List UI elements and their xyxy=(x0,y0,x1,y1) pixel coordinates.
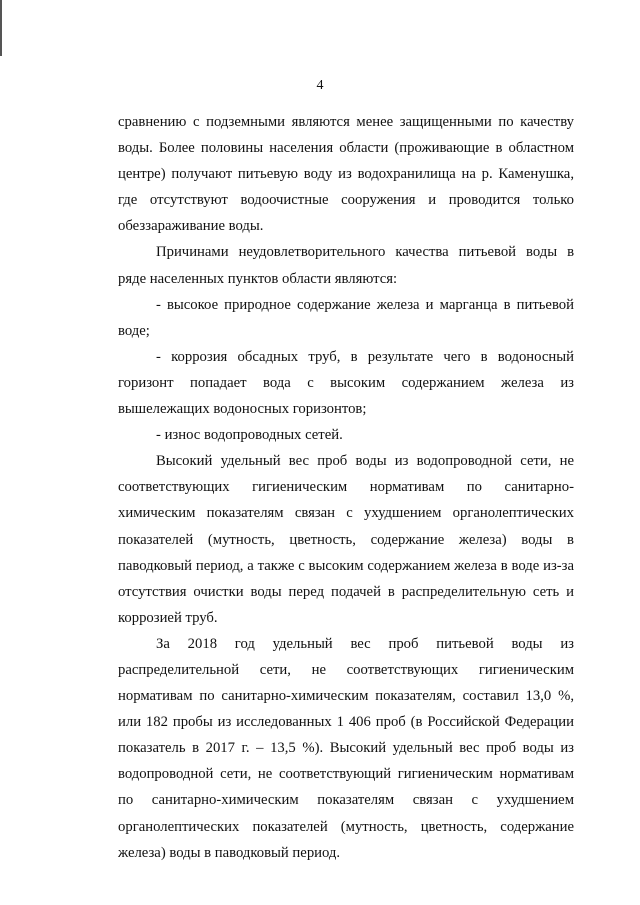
list-item-iron-manganese: - высокое природное содержание железа и марганца в питьевой воде; xyxy=(118,296,574,339)
page-edge-line xyxy=(0,0,2,56)
page-number: 4 xyxy=(316,78,324,93)
paragraph-4: За 2018 год удельный вес проб питьевой воды из распределительной сети, не соответствующих гигиеническим нормативам по санитарно-химическим показателям, составил 13,0 %, или 182 пробы из исследованных 1 406 проб (в Российской Федерации показатель в 2017 г. – 13,5 %). Высокий удельный вес проб воды из водопроводной сети, не соответствующий гигиеническим нормативам по санитарно-химическим показателям связан с ухудшением органолептических показателей (мутность, цветность, содержание железа) воды в паводковый период. xyxy=(118,635,574,861)
paragraph-2: Причинами неудовлетворительного качества питьевой воды в ряде населенных пунктов области являются: xyxy=(118,244,574,287)
document-body xyxy=(118,109,574,866)
list-item-network-wear: - износ водопроводных сетей. xyxy=(156,427,343,444)
paragraph-3: Высокий удельный вес проб воды из водопроводной сети, не соответствующих гигиеническим нормативам по санитарно-химическим показателям связан с ухудшением органолептических показателей (мутность, цветность, содержание железа) воды в паводковый период, а также с высоким содержанием железа в воде из-за отсутствия очистки воды перед подачей в распределительную сеть и коррозией труб. xyxy=(118,453,574,626)
paragraph-1: сравнению с подземными являются менее защищенными по качеству воды. Более половины населения области (проживающие в областном центре) получают питьевую воду из водохранилища на р. Каменушка, где отсутствуют водоочистные сооружения и проводится только обеззараживание воды. xyxy=(118,114,574,235)
list-item-pipe-corrosion: - коррозия обсадных труб, в результате чего в водоносный горизонт попадает вода с высоким содержанием железа из вышележащих водоносных горизонтов; xyxy=(118,348,574,418)
